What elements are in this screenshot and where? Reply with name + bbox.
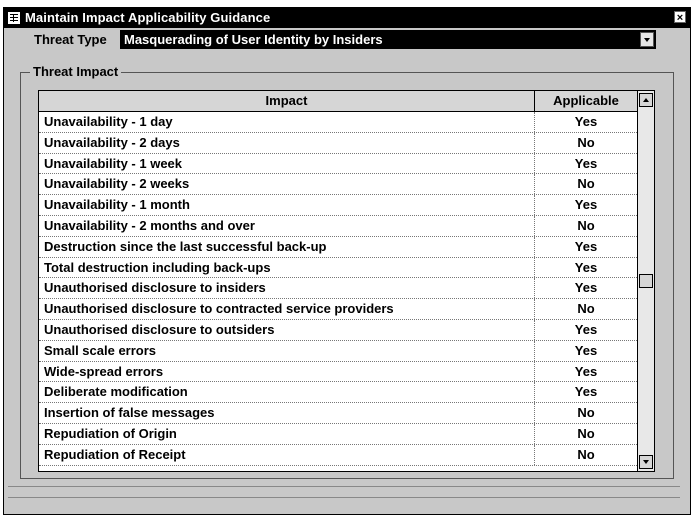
impact-cell[interactable]: Small scale errors — [39, 341, 535, 361]
applicable-cell[interactable]: No — [577, 134, 595, 150]
table-header — [39, 91, 637, 112]
impact-cell[interactable]: Deliberate modification — [39, 382, 535, 402]
threat-type-label: Threat Type — [34, 32, 107, 47]
table-row[interactable] — [39, 424, 637, 445]
impact-cell[interactable]: Insertion of false messages — [39, 403, 535, 423]
applicable-cell[interactable]: Yes — [574, 342, 598, 358]
threat-type-select[interactable] — [120, 30, 656, 49]
table-row[interactable] — [39, 445, 637, 466]
table-row[interactable] — [39, 174, 637, 195]
table-row[interactable] — [39, 112, 637, 133]
table-row[interactable] — [39, 341, 637, 362]
applicable-cell[interactable]: Yes — [574, 197, 598, 213]
applicable-cell[interactable]: Yes — [574, 384, 598, 400]
impact-cell[interactable]: Unavailability - 1 month — [39, 195, 535, 215]
applicable-cell[interactable]: No — [577, 301, 595, 317]
status-bar — [8, 486, 680, 498]
impact-cell[interactable]: Unauthorised disclosure to insiders — [39, 278, 535, 298]
table-row[interactable] — [39, 320, 637, 341]
applicable-cell[interactable]: No — [577, 176, 595, 192]
applicable-cell[interactable]: Yes — [574, 321, 598, 337]
impact-cell[interactable]: Repudiation of Receipt — [39, 445, 535, 465]
applicable-cell[interactable]: No — [577, 217, 595, 233]
threat-impact-label: Threat Impact — [30, 64, 121, 79]
table-row[interactable] — [39, 237, 637, 258]
impact-table — [38, 90, 638, 472]
applicable-cell[interactable]: Yes — [574, 155, 598, 171]
impact-cell[interactable]: Unauthorised disclosure to contracted service providers — [39, 299, 535, 319]
close-icon[interactable]: × — [674, 11, 686, 23]
column-header-applicable[interactable]: Applicable — [553, 93, 619, 108]
applicable-cell[interactable]: No — [577, 446, 595, 462]
applicable-cell[interactable]: Yes — [574, 114, 598, 129]
impact-cell[interactable]: Wide-spread errors — [39, 362, 535, 382]
applicable-cell[interactable]: Yes — [574, 363, 598, 379]
impact-cell[interactable]: Unauthorised disclosure to outsiders — [39, 320, 535, 340]
scroll-up-icon[interactable] — [639, 93, 653, 107]
chevron-down-icon[interactable] — [640, 32, 654, 47]
applicable-cell[interactable]: Yes — [574, 238, 598, 254]
impact-cell[interactable]: Total destruction including back-ups — [39, 258, 535, 278]
impact-cell[interactable]: Repudiation of Origin — [39, 424, 535, 444]
table-row[interactable] — [39, 403, 637, 424]
applicable-cell[interactable]: Yes — [574, 259, 598, 275]
table-body — [39, 112, 637, 466]
impact-cell[interactable]: Unavailability - 1 week — [39, 154, 535, 174]
impact-cell[interactable]: Unavailability - 2 weeks — [39, 174, 535, 194]
table-row[interactable] — [39, 278, 637, 299]
table-row[interactable] — [39, 299, 637, 320]
title-bar[interactable] — [4, 8, 690, 28]
threat-type-value[interactable]: Masquerading of User Identity by Insiders — [124, 32, 383, 47]
impact-cell[interactable]: Unavailability - 1 day — [39, 112, 535, 132]
table-row[interactable] — [39, 154, 637, 175]
table-row[interactable] — [39, 382, 637, 403]
impact-cell[interactable]: Unavailability - 2 months and over — [39, 216, 535, 236]
form-icon[interactable] — [8, 12, 20, 24]
applicable-cell[interactable]: Yes — [574, 280, 598, 296]
table-row[interactable] — [39, 216, 637, 237]
table-row[interactable] — [39, 133, 637, 154]
window-title: Maintain Impact Applicability Guidance — [25, 10, 271, 25]
table-row[interactable] — [39, 362, 637, 383]
impact-cell[interactable]: Unavailability - 2 days — [39, 133, 535, 153]
column-header-impact[interactable]: Impact — [39, 91, 535, 111]
impact-cell[interactable]: Destruction since the last successful back-up — [39, 237, 535, 257]
applicable-cell[interactable]: No — [577, 425, 595, 441]
scroll-down-icon[interactable] — [639, 455, 653, 469]
applicable-cell[interactable]: No — [577, 405, 595, 421]
table-row[interactable] — [39, 195, 637, 216]
scroll-thumb[interactable] — [639, 274, 653, 288]
vertical-scrollbar[interactable] — [638, 90, 655, 472]
table-row[interactable] — [39, 258, 637, 279]
